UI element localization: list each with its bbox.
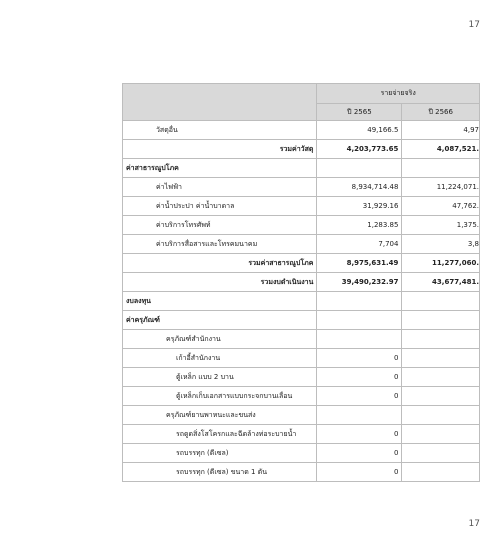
table-row — [123, 273, 480, 292]
row-value-2566 — [402, 406, 480, 425]
table-row — [123, 330, 480, 349]
row-label: รวมงบดำเนินงาน — [123, 273, 317, 292]
row-value-2565: 0 — [317, 463, 402, 482]
row-value-2566: 1,375. — [402, 216, 480, 235]
row-value-2565: 39,490,232.97 — [317, 273, 402, 292]
row-value-2565 — [317, 406, 402, 425]
row-value-2566 — [402, 292, 480, 311]
page-number-top: 17 — [468, 20, 480, 30]
table-row — [123, 235, 480, 254]
row-label: งบลงทุน — [123, 292, 317, 311]
row-label: รวมค่าสาธารณูปโภค — [123, 254, 317, 273]
row-value-2566 — [402, 311, 480, 330]
row-value-2566 — [402, 330, 480, 349]
header-year-2565: ปี 2565 — [317, 104, 402, 121]
row-label: รถบรรทุก (ดีเซล) ขนาด 1 ตัน — [123, 463, 317, 482]
row-value-2566: 11,277,060. — [402, 254, 480, 273]
row-label: ค่าสาธารณูปโภค — [123, 159, 317, 178]
row-label: ค่าครุภัณฑ์ — [123, 311, 317, 330]
header-group-actual: รายจ่ายจริง — [317, 84, 480, 104]
row-value-2565: 0 — [317, 368, 402, 387]
table-row — [123, 463, 480, 482]
table-row — [123, 159, 480, 178]
row-value-2566 — [402, 159, 480, 178]
row-label: ค่าบริการสื่อสารและโทรคมนาคม — [123, 235, 317, 254]
table-row — [123, 406, 480, 425]
row-value-2565: 31,929.16 — [317, 197, 402, 216]
row-label: ตู้เหล็ก แบบ 2 บาน — [123, 368, 317, 387]
row-value-2566: 47,762. — [402, 197, 480, 216]
row-value-2566: 3,8 — [402, 235, 480, 254]
row-value-2565: 0 — [317, 387, 402, 406]
row-value-2566 — [402, 463, 480, 482]
header-row-group — [123, 84, 480, 104]
row-label: ค่าบริการโทรศัพท์ — [123, 216, 317, 235]
row-value-2565: 8,975,631.49 — [317, 254, 402, 273]
row-value-2565 — [317, 311, 402, 330]
row-value-2566: 4,087,521. — [402, 140, 480, 159]
row-value-2566 — [402, 368, 480, 387]
row-value-2565: 1,283.85 — [317, 216, 402, 235]
row-value-2565: 8,934,714.48 — [317, 178, 402, 197]
header-year-2566: ปี 2566 — [402, 104, 480, 121]
row-value-2566: 43,677,481. — [402, 273, 480, 292]
row-value-2565: 4,203,773.65 — [317, 140, 402, 159]
row-label: ค่าไฟฟ้า — [123, 178, 317, 197]
row-value-2566: 4,97 — [402, 121, 480, 140]
row-label: รถดูดสิ่งโสโครกและฉีดล้างท่อระบายน้ำ — [123, 425, 317, 444]
row-value-2565: 0 — [317, 425, 402, 444]
row-value-2565 — [317, 330, 402, 349]
header-label-cell — [123, 84, 317, 121]
table-row — [123, 425, 480, 444]
row-label: ครุภัณฑ์สำนักงาน — [123, 330, 317, 349]
table-row — [123, 368, 480, 387]
table-row — [123, 387, 480, 406]
page-number-bottom: 17 — [468, 519, 480, 529]
row-label: รวมค่าวัสดุ — [123, 140, 317, 159]
row-value-2566 — [402, 444, 480, 463]
row-label: รถบรรทุก (ดีเซล) — [123, 444, 317, 463]
row-value-2566: 11,224,071. — [402, 178, 480, 197]
row-value-2566 — [402, 425, 480, 444]
row-value-2565: 49,166.5 — [317, 121, 402, 140]
table-row — [123, 178, 480, 197]
table-row — [123, 349, 480, 368]
table-row — [123, 444, 480, 463]
row-value-2565: 0 — [317, 444, 402, 463]
row-label: ครุภัณฑ์ยานพาหนะและขนส่ง — [123, 406, 317, 425]
row-label: ค่าน้ำประปา ค่าน้ำบาดาล — [123, 197, 317, 216]
table-row — [123, 121, 480, 140]
expense-table — [122, 83, 480, 482]
table-row — [123, 216, 480, 235]
table-row — [123, 311, 480, 330]
row-value-2566 — [402, 387, 480, 406]
table-row — [123, 140, 480, 159]
table-row — [123, 254, 480, 273]
row-value-2566 — [402, 349, 480, 368]
row-value-2565: 0 — [317, 349, 402, 368]
row-value-2565 — [317, 159, 402, 178]
table-row — [123, 292, 480, 311]
row-value-2565: 7,704 — [317, 235, 402, 254]
row-label: ตู้เหล็กเก็บเอกสารแบบกระจกบานเลื่อน — [123, 387, 317, 406]
row-value-2565 — [317, 292, 402, 311]
row-label: เก้าอี้สำนักงาน — [123, 349, 317, 368]
row-label: วัสดุอื่น — [123, 121, 317, 140]
table-row — [123, 197, 480, 216]
